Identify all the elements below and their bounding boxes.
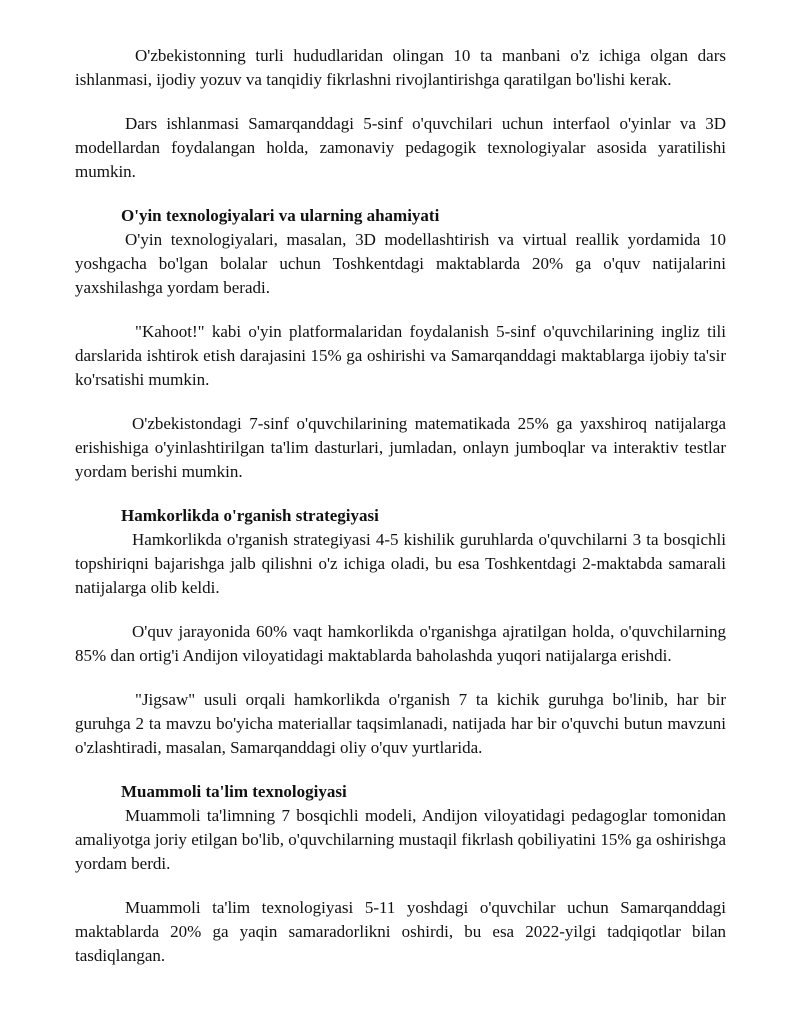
- paragraph: Dars ishlanmasi Samarqanddagi 5-sinf o'quvchilari uchun interfaol o'yinlar va 3D modellardan foydalangan holda, zamonaviy pedagogik texnologiyalar asosida yaratilishi mumkin.: [75, 114, 726, 181]
- paragraph: "Kahoot!" kabi o'yin platformalaridan foydalanish 5-sinf o'quvchilarining ingliz tili darslarida ishtirok etish darajasini 15% ga oshirishi va Samarqanddagi maktablarga ijobiy ta'sir ko'rsatishi mumkin.: [75, 322, 726, 389]
- section-heading: Muammoli ta'lim texnologiyasi: [121, 782, 347, 801]
- paragraph: O'zbekistondagi 7-sinf o'quvchilarining matematikada 25% ga yaxshiroq natijalarga erishishiga o'yinlashtirilgan ta'lim dasturlari, jumladan, onlayn jumboqlar va interaktiv testlar yordam berishi mumkin.: [75, 414, 726, 481]
- paragraph: O'zbekistonning turli hududlaridan olingan 10 ta manbani o'z ichiga olgan dars ishlanmasi, ijodiy yozuv va tanqidiy fikrlashni rivojlantirishga qaratilgan bo'lishi kerak.: [75, 46, 726, 89]
- paragraph: Hamkorlikda o'rganish strategiyasi 4-5 kishilik guruhlarda o'quvchilarni 3 ta bosqichli topshiriqni bajarishga jalb qilishni o'z ichiga oladi, bu esa Toshkentdagi 2-maktabda samarali natijalarga olib keldi.: [75, 530, 726, 597]
- document-page: [75, 44, 726, 968]
- section-heading: Hamkorlikda o'rganish strategiyasi: [121, 506, 379, 525]
- paragraph: Muammoli ta'limning 7 bosqichli modeli, Andijon viloyatidagi pedagoglar tomonidan amaliyotga joriy etilgan bo'lib, o'quvchilarning mustaqil fikrlash qobiliyatini 15% ga oshirishga yordam berdi.: [75, 806, 726, 873]
- paragraph: "Jigsaw" usuli orqali hamkorlikda o'rganish 7 ta kichik guruhga bo'linib, har bir guruhga 2 ta mavzu bo'yicha materiallar taqsimlanadi, natijada har bir o'quvchi butun mavzuni o'zlashtiradi, masalan, Samarqanddagi oliy o'quv yurtlarida.: [75, 690, 726, 757]
- paragraph: O'quv jarayonida 60% vaqt hamkorlikda o'rganishga ajratilgan holda, o'quvchilarning 85% dan ortig'i Andijon viloyatidagi maktablarda baholashda yuqori natijalarga erishdi.: [75, 622, 726, 665]
- section-heading: O'yin texnologiyalari va ularning ahamiyati: [121, 206, 440, 225]
- paragraph: Muammoli ta'lim texnologiyasi 5-11 yoshdagi o'quvchilar uchun Samarqanddagi maktablarda 20% ga yaqin samaradorlikni oshirdi, bu esa 2022-yilgi tadqiqotlar bilan tasdiqlangan.: [75, 898, 726, 965]
- paragraph: O'yin texnologiyalari, masalan, 3D modellashtirish va virtual reallik yordamida 10 yoshgacha bo'lgan bolalar uchun Toshkentdagi maktablarda 20% ga o'quv natijalarini yaxshilashga yordam beradi.: [75, 230, 726, 297]
